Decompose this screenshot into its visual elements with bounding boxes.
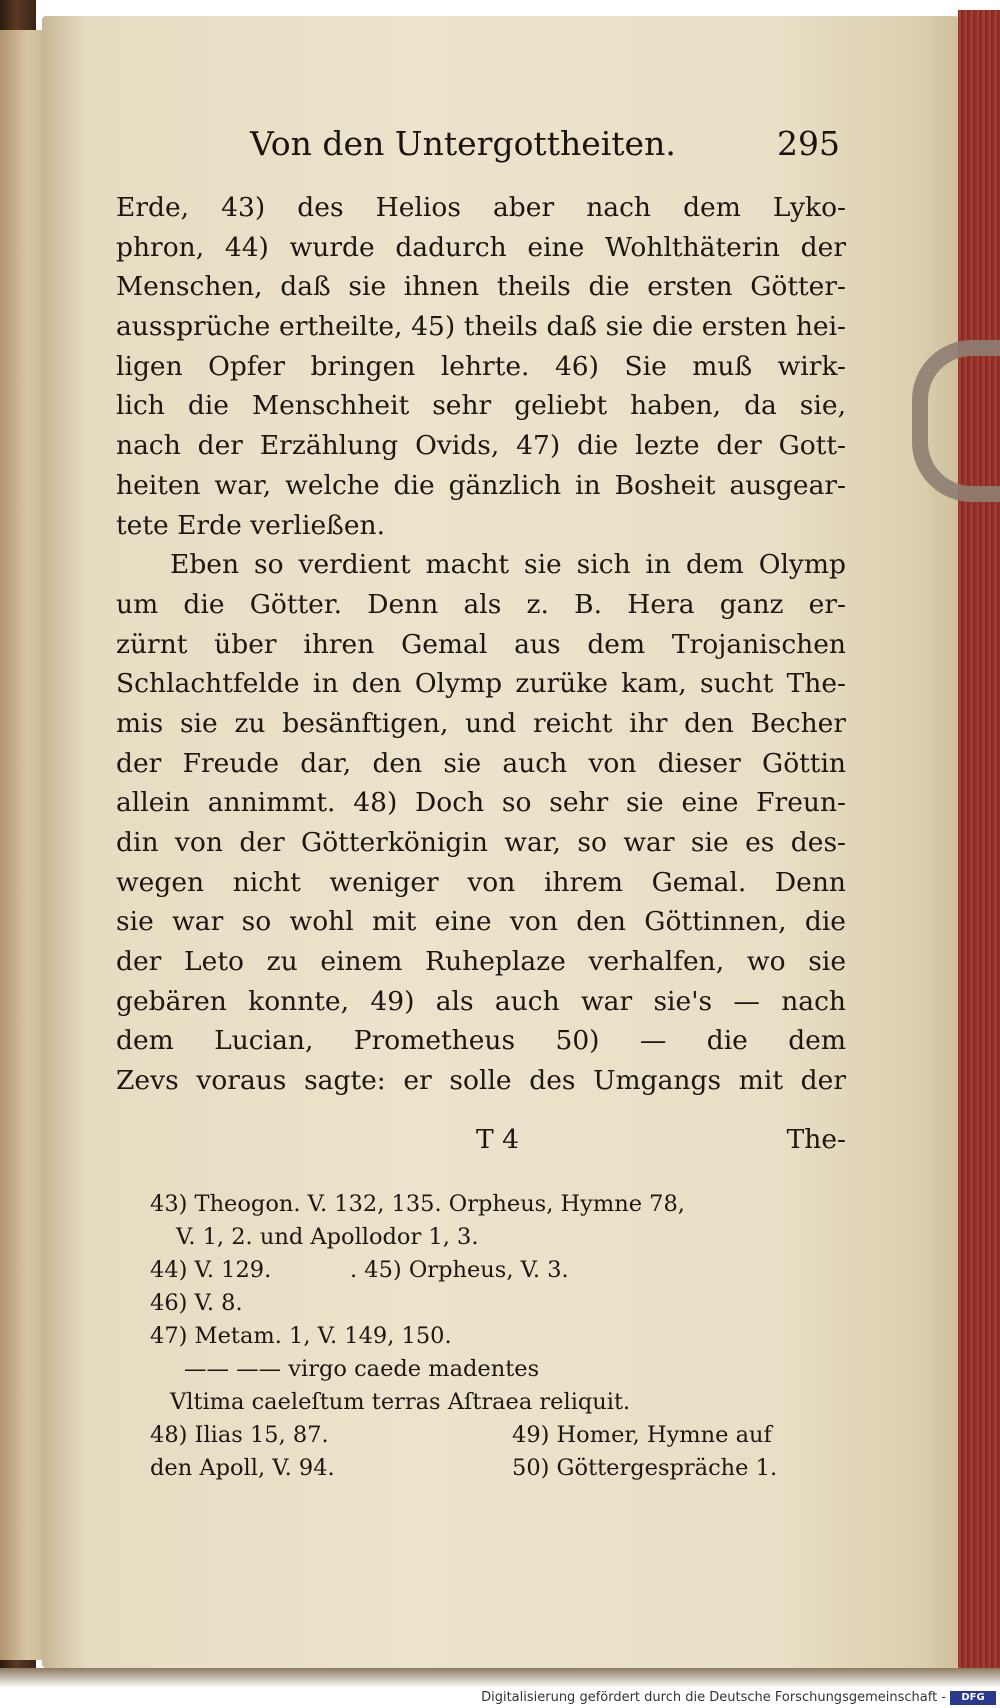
bookmark-ribbon	[912, 340, 1000, 502]
text-line: wegen nicht weniger von ihrem Gemal. Denn	[116, 866, 846, 898]
text-line: um die Götter. Denn als z. B. Hera ganz er-	[116, 588, 846, 620]
footnote-48: 48) Ilias 15, 87.	[150, 1422, 329, 1448]
text-line: din von der Götterkönigin war, so war sie es des-	[116, 827, 846, 858]
text-line: zürnt über ihren Gemal aus dem Trojanischen	[116, 628, 846, 660]
page-number: 295	[777, 124, 840, 163]
catchword: The-	[786, 1124, 846, 1155]
footnote-47: 47) Metam. 1, V. 149, 150.	[150, 1323, 452, 1349]
signature-mark: T 4	[476, 1124, 519, 1155]
footnote-43-cont: V. 1, 2. und Apollodor 1, 3.	[176, 1224, 479, 1250]
footnote-quote: —— —— virgo caede madentes	[184, 1356, 540, 1382]
footnote-45: . 45) Orpheus, V. 3.	[350, 1257, 569, 1283]
running-title: Von den Untergottheiten.	[250, 124, 676, 163]
digitization-credit	[0, 1688, 1000, 1708]
footnote-row	[150, 1254, 850, 1287]
signature-row	[116, 1124, 846, 1164]
footnote-44: 44) V. 129.	[150, 1257, 272, 1283]
text-line: phron, 44) wurde dadurch eine Wohlthäterin der	[116, 231, 846, 263]
text-line: lich die Menschheit sehr geliebt haben, da sie,	[116, 390, 846, 422]
text-line: heiten war, welche die gänzlich in Bosheit ausgear-	[116, 469, 846, 501]
text-line: aussprüche ertheilte, 45) theils daß sie die ersten hei-	[116, 311, 846, 343]
footnote-quote-cont: Vltima caeleſtum terras Aſtraea reliquit.	[170, 1389, 631, 1415]
text-line: Menschen, daß sie ihnen theils die ersten Götter-	[116, 271, 846, 303]
footnote-46: 46) V. 8.	[150, 1290, 243, 1316]
text-line: mis sie zu besänftigen, und reicht ihr den Becher	[116, 707, 846, 739]
text-line: gebären konnte, 49) als auch war sie's — nach	[116, 985, 846, 1017]
footnote-row	[150, 1452, 850, 1485]
footnotes	[150, 1188, 850, 1485]
page-header	[250, 124, 840, 174]
dfg-logo: DFG	[950, 1691, 996, 1705]
text-line: der Freude dar, den sie auch von dieser Göttin	[116, 747, 846, 779]
text-line: tete Erde verließen.	[116, 509, 385, 541]
footnote-43: 43) Theogon. V. 132, 135. Orpheus, Hymne 78,	[150, 1191, 685, 1217]
text-line: Zevs voraus sagte: er solle des Umgangs mit der	[116, 1065, 846, 1097]
text-line: ligen Opfer bringen lehrte. 46) Sie muß wirk-	[116, 350, 846, 382]
credit-text: Digitalisierung gefördert durch die Deutsche Forschungsgemeinschaft -	[481, 1690, 946, 1705]
footnote-48-cont: den Apoll, V. 94.	[150, 1455, 335, 1481]
text-line: Schlachtfelde in den Olymp zurüke kam, sucht The-	[116, 668, 846, 700]
text-line: Erde, 43) des Helios aber nach dem Lyko-	[116, 192, 846, 223]
text-line: nach der Erzählung Ovids, 47) die lezte der Gott-	[116, 430, 846, 462]
text-line: Eben so verdient macht sie sich in dem Olymp	[170, 549, 846, 581]
text-line: dem Lucian, Prometheus 50) — die dem	[116, 1025, 846, 1057]
text-line: der Leto zu einem Ruheplaze verhalfen, wo sie	[116, 946, 846, 978]
text-line: sie war so wohl mit eine von den Göttinnen, die	[116, 906, 846, 938]
text-line: allein annimmt. 48) Doch so sehr sie eine Freun-	[116, 787, 846, 819]
footnote-50: 50) Göttergespräche 1.	[512, 1455, 778, 1481]
footnote-49: 49) Homer, Hymne auf	[512, 1422, 772, 1448]
main-text	[116, 188, 846, 1101]
page-edges	[958, 10, 1000, 1690]
footnote-row	[150, 1419, 850, 1452]
book-bottom-shadow	[0, 1668, 1000, 1688]
